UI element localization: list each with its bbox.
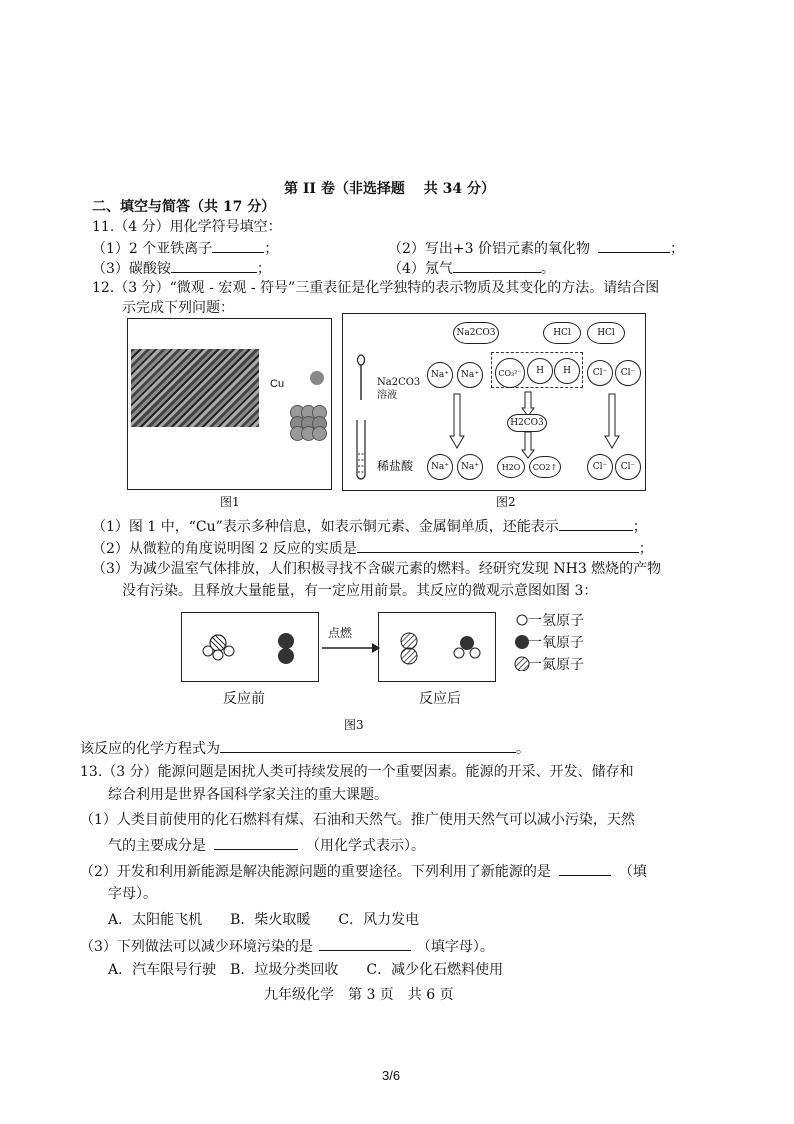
dropper-label-formula: Na2CO3 [377,377,421,388]
na-ion: Na⁺ [457,454,483,480]
q13-stem-2: 综合利用是世界各国科学家关注的重大课题。 [108,787,388,803]
q13-stem-1: 13.（3 分）能源问题是困扰人类可持续发展的一个重要因素。能源的开采、开发、储存和 [80,764,634,780]
q12-part-3-line2: 没有污染。且释放大量能量，有一定应用前景。其反应的微观示意图如图 3： [122,583,598,599]
nh3-o2-molecules [182,613,318,681]
h-ion: H [554,358,580,384]
na-ion: Na⁺ [457,362,483,388]
figure-3-caption: 图3 [344,718,364,732]
figure-1 [127,318,332,490]
figure-2-caption: 图2 [496,495,516,509]
q12-part-3-line1: （3）为减少温室气体排放，人们积极寻找不含碳元素的燃料。经研究发现 NH3 燃烧的产物 [92,561,662,577]
q11-item-3: （3）碳酸铵 ； [92,258,271,278]
h-ion: H [527,358,553,384]
q11-item-2: （2）写出+3 价铝元素的氧化物 ； [388,238,684,258]
after-reaction-box [378,612,496,682]
q13-part-2-line1: （2）开发和利用新能源是解决能源问题的重要途径。下列利用了新能源的是 （填 [80,861,647,881]
q13-part-2-options: A．太阳能飞机 B．柴火取暖 C．风力发电 [108,912,420,928]
na-ion: Na⁺ [427,454,453,480]
cl-ion: Cl⁻ [587,454,613,480]
cl-ion: Cl⁻ [615,454,641,480]
h2co3-oval: H2CO3 [507,414,547,432]
figure-1-caption: 图1 [220,495,240,509]
after-label: 反应后 [419,691,461,707]
cu-lattice-icon [290,405,326,439]
q13-part-3: （3）下列做法可以减少环境污染的是 （填字母）。 [80,936,494,956]
q12-part-2: （2）从微粒的角度说明图 2 反应的实质是 ； [92,538,653,558]
q12-equation-line: 该反应的化学方程式为 。 [80,738,530,758]
legend-hydrogen: 一氢原子 [528,613,584,629]
cl-ion: Cl⁻ [587,360,613,386]
before-reaction-box [181,612,319,682]
q13-part-1-line2: 气的主要成分是 （用化学式表示）。 [108,835,425,855]
co2-oval: CO2↑ [529,456,561,478]
section-title: 第 II 卷（非选择题 共 34 分） [284,181,495,197]
hcl-oval-2: HCl [587,322,625,344]
acid-label: 稀盐酸 [377,459,414,473]
q12-stem-2: 示完成下列问题： [122,300,234,316]
q11-stem: 11.（4 分）用化学符号填空： [92,219,282,235]
ignite-label: 点燃 [328,626,353,640]
hcl-oval-1: HCl [543,322,581,344]
cu-atom-icon [310,371,324,385]
figure-2 [342,313,646,491]
q11-item-4: （4）氖气 。 [388,258,555,278]
legend-oxygen: 一氧原子 [528,635,584,651]
legend-nitrogen: 一氮原子 [528,657,584,673]
carbonate-ion: CO₃²⁻ [495,358,525,388]
q13-part-2-line2: 字母）。 [108,886,157,902]
copper-wire-photo [131,349,259,427]
q13-part-3-options: A．汽车限号行驶 B．垃圾分类回收 C．减少化石燃料使用 [108,962,504,978]
q12-stem-1: 12.（3 分）“微观 - 宏观 - 符号”三重表征是化学独特的表示物质及其变化的方法。请结合图 [92,280,660,296]
na-ion: Na⁺ [427,362,453,388]
n2-h2o-molecules [379,613,495,681]
water-oval: H2O [497,456,525,478]
page-counter: 3/6 [382,1068,401,1083]
part-heading: 二、填空与简答（共 17 分） [92,199,276,215]
q12-part-1: （1）图 1 中，“Cu”表示多种信息，如表示铜元素、金属铜单质，还能表示 ； [92,516,647,536]
before-label: 反应前 [223,691,265,707]
cu-label: Cu [270,378,285,390]
cl-ion: Cl⁻ [615,360,641,386]
q13-part-1-line1: （1）人类目前使用的化石燃料有煤、石油和天然气。推广使用天然气可以减小污染，天然 [80,812,635,828]
na2co3-oval: Na2CO3 [453,322,499,344]
q11-item-1: （1）2 个亚铁离子 ； [92,238,278,258]
dropper-label-solution: 溶液 [377,390,397,401]
page-footer: 九年级化学 第 3 页 共 6 页 [264,987,454,1003]
